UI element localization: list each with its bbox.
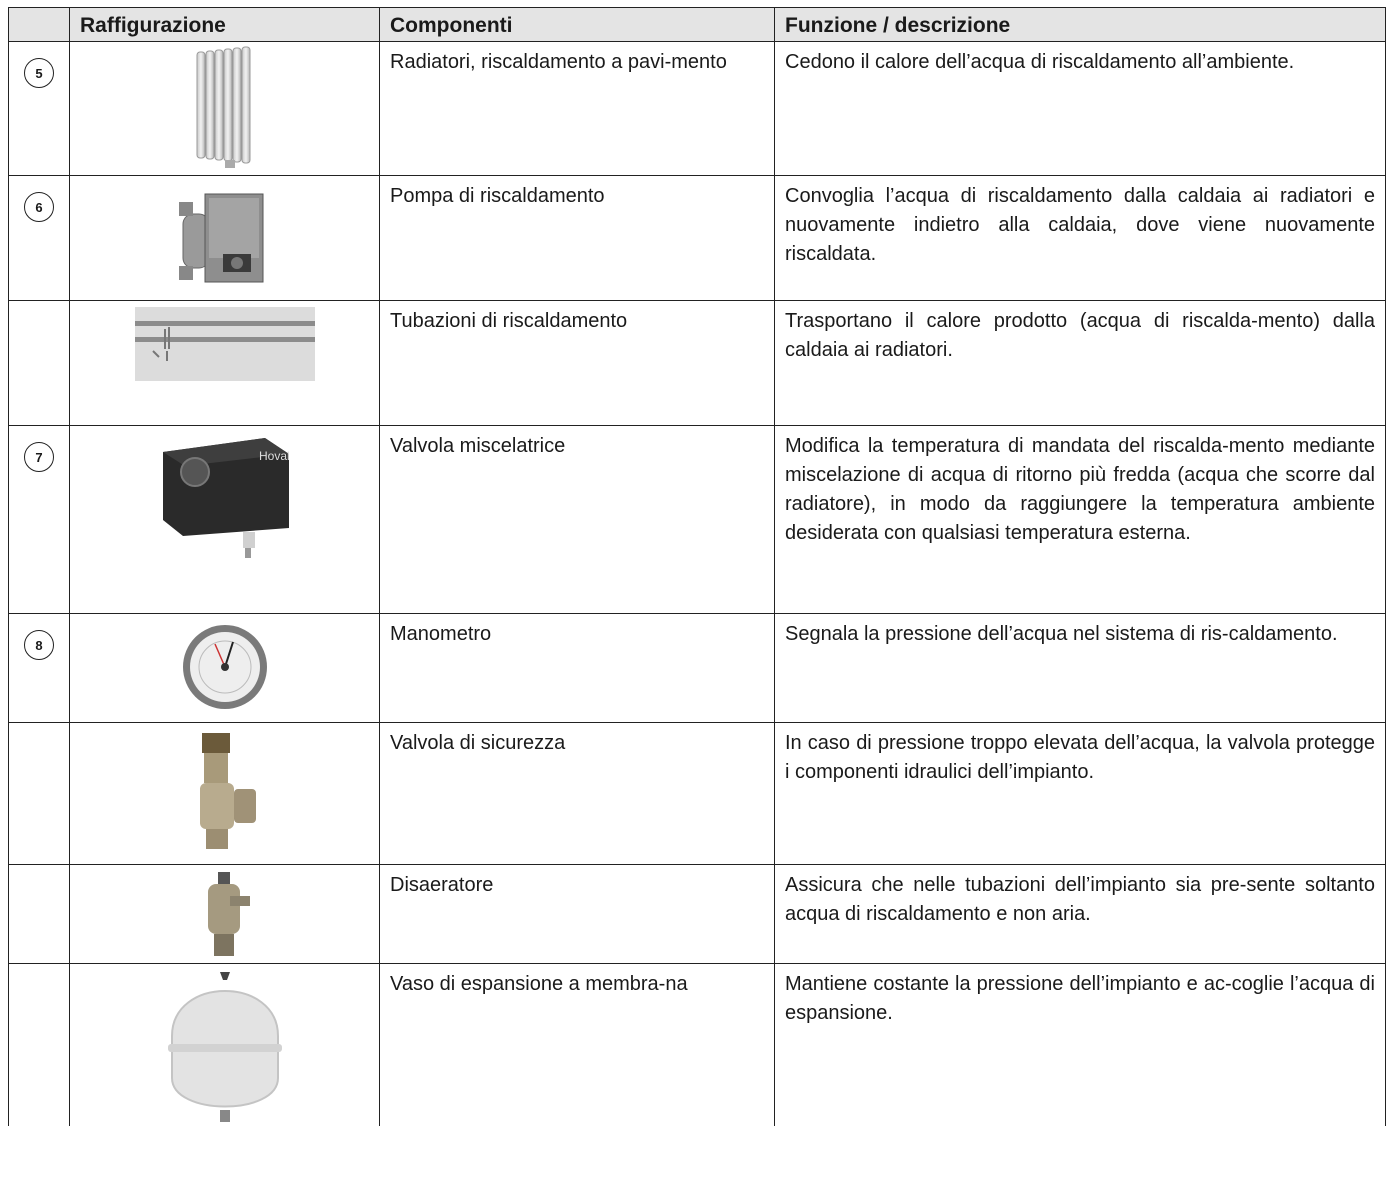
item-number-badge: 7 — [24, 442, 54, 472]
table-row — [9, 426, 1386, 614]
component-description: Convoglia l’acqua di riscaldamento dalla caldaia ai radiatori e nuovamente indietro alla caldaia, dove viene nuovamente riscaldata. — [775, 176, 1386, 301]
component-name: Manometro — [380, 614, 775, 723]
component-name: Valvola miscelatrice — [380, 426, 775, 614]
row-number-cell — [9, 176, 70, 301]
component-description: Segnala la pressione dell’acqua nel sistema di ris-caldamento. — [775, 614, 1386, 723]
row-number-cell — [9, 964, 70, 1126]
component-name: Radiatori, riscaldamento a pavi-mento — [380, 42, 775, 176]
component-name: Pompa di riscaldamento — [380, 176, 775, 301]
expansion-vessel-image — [70, 964, 380, 1126]
manometer-image — [70, 614, 380, 723]
heating-pipes-image — [70, 301, 380, 426]
component-name: Vaso di espansione a membra-na — [380, 964, 775, 1126]
row-number-cell — [9, 426, 70, 614]
item-number-badge: 6 — [24, 192, 54, 222]
row-number-cell — [9, 614, 70, 723]
header-function: Funzione / descrizione — [775, 8, 1386, 42]
component-description: In caso di pressione troppo elevata dell’acqua, la valvola protegge i componenti idraulici dell’impianto. — [775, 723, 1386, 865]
component-description: Cedono il calore dell’acqua di riscaldamento all’ambiente. — [775, 42, 1386, 176]
table-row — [9, 42, 1386, 176]
heating-pump-image — [70, 176, 380, 301]
header-illustration: Raffigurazione — [70, 8, 380, 42]
header-number — [9, 8, 70, 42]
component-name: Disaeratore — [380, 865, 775, 964]
radiator-image — [70, 42, 380, 176]
component-description: Mantiene costante la pressione dell’impianto e ac-coglie l’acqua di espansione. — [775, 964, 1386, 1126]
header-row — [9, 8, 1386, 42]
item-number-badge: 8 — [24, 630, 54, 660]
row-number-cell — [9, 865, 70, 964]
table-row — [9, 865, 1386, 964]
component-name: Valvola di sicurezza — [380, 723, 775, 865]
table-row — [9, 176, 1386, 301]
component-name: Tubazioni di riscaldamento — [380, 301, 775, 426]
mixing-valve-image — [70, 426, 380, 614]
component-description: Assicura che nelle tubazioni dell’impianto sia pre-sente soltanto acqua di riscaldamento e non aria. — [775, 865, 1386, 964]
component-description: Modifica la temperatura di mandata del riscalda-mento mediante miscelazione di acqua di ritorno più fredda (acqua che scorre dal radiatore), in modo da raggiungere la temperatura ambiente desiderata con qualsiasi temperatura esterna. — [775, 426, 1386, 614]
brand-label: Hoval — [258, 449, 290, 463]
air-vent-image — [70, 865, 380, 964]
component-description: Trasportano il calore prodotto (acqua di riscalda-mento) dalla caldaia ai radiatori. — [775, 301, 1386, 426]
components-table — [8, 7, 1386, 1126]
row-number-cell — [9, 301, 70, 426]
table-row — [9, 723, 1386, 865]
row-number-cell — [9, 42, 70, 176]
header-components: Componenti — [380, 8, 775, 42]
row-number-cell — [9, 723, 70, 865]
table-row — [9, 964, 1386, 1126]
table-row — [9, 301, 1386, 426]
item-number-badge: 5 — [24, 58, 54, 88]
safety-valve-image — [70, 723, 380, 865]
table-row — [9, 614, 1386, 723]
